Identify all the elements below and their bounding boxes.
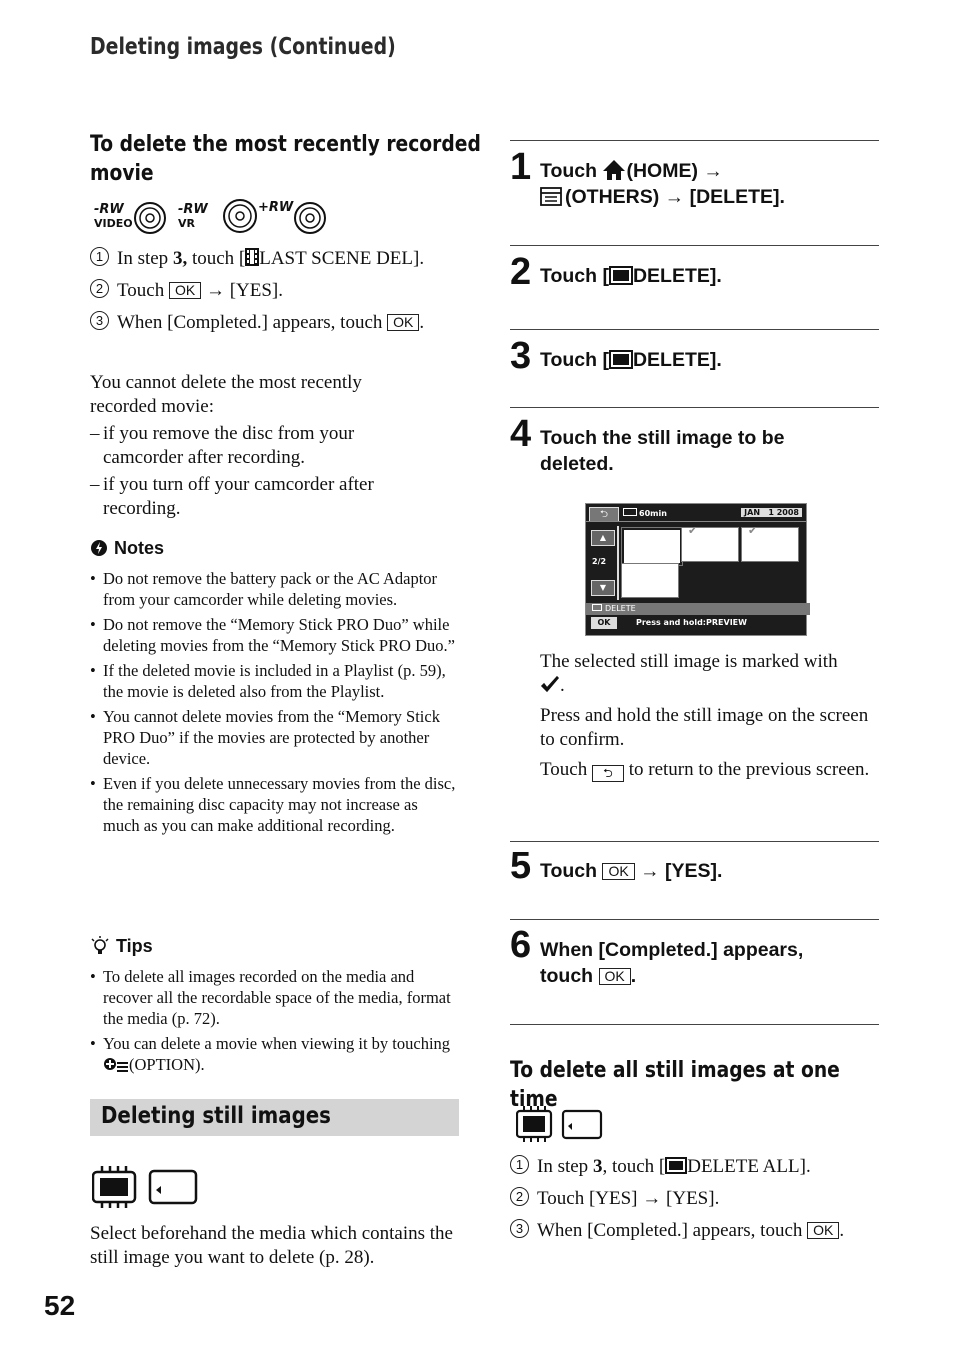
all-still-step-1: 1 In step 3, touch [ DELETE ALL]. [510,1155,882,1179]
tips-heading: Tips [90,936,153,957]
ok-button-icon: OK [169,282,201,299]
svg-text:-RW: -RW [178,202,208,217]
note-item: • You cannot delete movies from the “Memory Stick PRO Duo” if the movies are protected by another device. [90,706,458,769]
checkmark-icon: ✔ [748,524,758,537]
step-divider [510,140,879,141]
step-5-text: Touch OK → [YES]. [540,860,723,882]
rw-video-disc-icon [224,200,256,232]
step-divider [510,841,879,842]
capacity-indicator: 60min [623,508,667,518]
ok-button-icon: OK [599,968,631,985]
tips-list [90,966,458,1079]
lcd-screen-illustration [585,503,807,636]
step-4-notes: The selected still image is marked with . Press and hold the still image on the screen to confirm. Touch ⮌ to return to the previous screen. [540,651,870,780]
scroll-down-button: ▼ [591,580,615,596]
still-image-icon [609,266,633,285]
recent-step-3: 3 When [Completed.] appears, touch OK . [90,311,460,335]
media-icons-svg [92,1166,202,1208]
step-2-text: Touch [ DELETE]. [540,265,722,287]
step-number-1: 1 [510,146,532,188]
svg-text:-RW: -RW [94,202,124,217]
media-icons-right [516,1106,606,1147]
note-item: • If the deleted movie is included in a Playlist (p. 59), the movie is deleted also from the Playlist. [90,660,458,702]
step-divider [510,1024,879,1025]
step-3-text: Touch [ DELETE]. [540,349,722,371]
svg-text:VIDEO: VIDEO [94,217,133,230]
notes-heading: Notes [90,538,164,559]
page-number: 52 [44,1290,76,1321]
recent-step-2: 2 Touch OK → [YES]. [90,279,460,303]
step-divider [510,329,879,330]
all-still-step-3: 3 When [Completed.] appears, touch OK . [510,1219,882,1243]
disc-type-icons [92,196,332,236]
cannot-delete-text: You cannot delete the most recently recorded movie: – if you remove the disc from your camcorder after recording. – if you turn off your camcorder after recording. [90,371,410,521]
screen-ok-button: OK [591,617,617,629]
date-display: JAN 1 2008 [741,508,802,517]
media-icons-svg [516,1106,606,1142]
step-number-4: 4 [510,413,532,455]
notes-list [90,568,458,840]
thumbnail [622,564,678,597]
disc-badges [92,196,332,241]
checkmark-icon: ✔ [688,524,698,537]
ok-button-icon: OK [807,1222,839,1239]
memory-stick-icon [563,1111,601,1138]
scroll-up-button: ▲ [591,530,615,546]
note-item: • Do not remove the battery pack or the AC Adaptor from your camcorder while deleting movies. [90,568,458,610]
still-image-icon [665,1157,687,1174]
internal-memory-icon [517,1106,551,1142]
home-icon [602,159,626,181]
internal-memory-icon [93,1166,135,1208]
still-image-icon [609,350,633,369]
step-1-text: Touch (HOME) → (OTHERS) → [DELETE]. [540,160,785,208]
ok-button-icon: OK [387,314,419,331]
section-band-still-images: Deleting still images [90,1099,459,1136]
notes-icon [90,539,108,557]
section-heading-all-still: To delete all still images at one time [510,1058,840,1112]
checkmark-icon [540,676,560,694]
memory-stick-icon [150,1171,196,1203]
step-number-2: 2 [510,251,532,293]
mode-bar: DELETE [586,603,810,615]
still-intro: Select beforehand the media which contains the still image you want to delete (p. 28). [90,1223,453,1268]
thumbnail-selected [682,524,738,561]
tip-item: • To delete all images recorded on the media and recover all the recordable space of the media, format the media (p. 72). [90,966,458,1029]
option-icon [103,1057,129,1073]
all-still-steps [510,1155,882,1243]
section-heading-recent-movie: To delete the most recently recorded movie [90,132,481,186]
thumbnail-selected [742,524,798,561]
film-strip-icon [245,248,259,266]
svg-text:VR: VR [178,217,195,230]
note-item: • Do not remove the “Memory Stick PRO Duo” while deleting movies from the “Memory Stick PRO Duo.” [90,614,458,656]
thumbnail [622,528,682,565]
screen-hint: Press and hold:PREVIEW [636,618,747,627]
step-4-text: Touch the still image to be deleted. [540,427,785,475]
step-divider [510,919,879,920]
others-icon [540,186,562,206]
step-number-3: 3 [510,335,532,377]
step-number-5: 5 [510,845,532,887]
all-still-step-2: 2 Touch [YES] → [YES]. [510,1187,882,1211]
return-icon: ⮌ [592,765,624,782]
lightbulb-icon [90,936,110,956]
recent-step-1: 1 In step 3, touch [ LAST SCENE DEL]. [90,247,460,271]
return-icon: ⮌ [589,507,619,522]
tip-item: • You can delete a movie when viewing it by touching (OPTION). [90,1033,458,1075]
step-number-6: 6 [510,924,532,966]
ok-button-icon: OK [602,863,634,880]
running-header: Deleting images (Continued) [90,34,396,60]
note-item: • Even if you delete unnecessary movies from the disc, the remaining disc capacity may not increase as much as you can make additional recording. [90,773,458,836]
recent-steps [90,247,460,335]
page-indicator: 2/2 [592,557,607,566]
step-divider [510,245,879,246]
step-6-text: When [Completed.] appears, touch OK . [540,939,804,987]
svg-text:+RW: +RW [258,200,294,215]
step-divider [510,407,879,408]
media-icons [92,1166,202,1213]
